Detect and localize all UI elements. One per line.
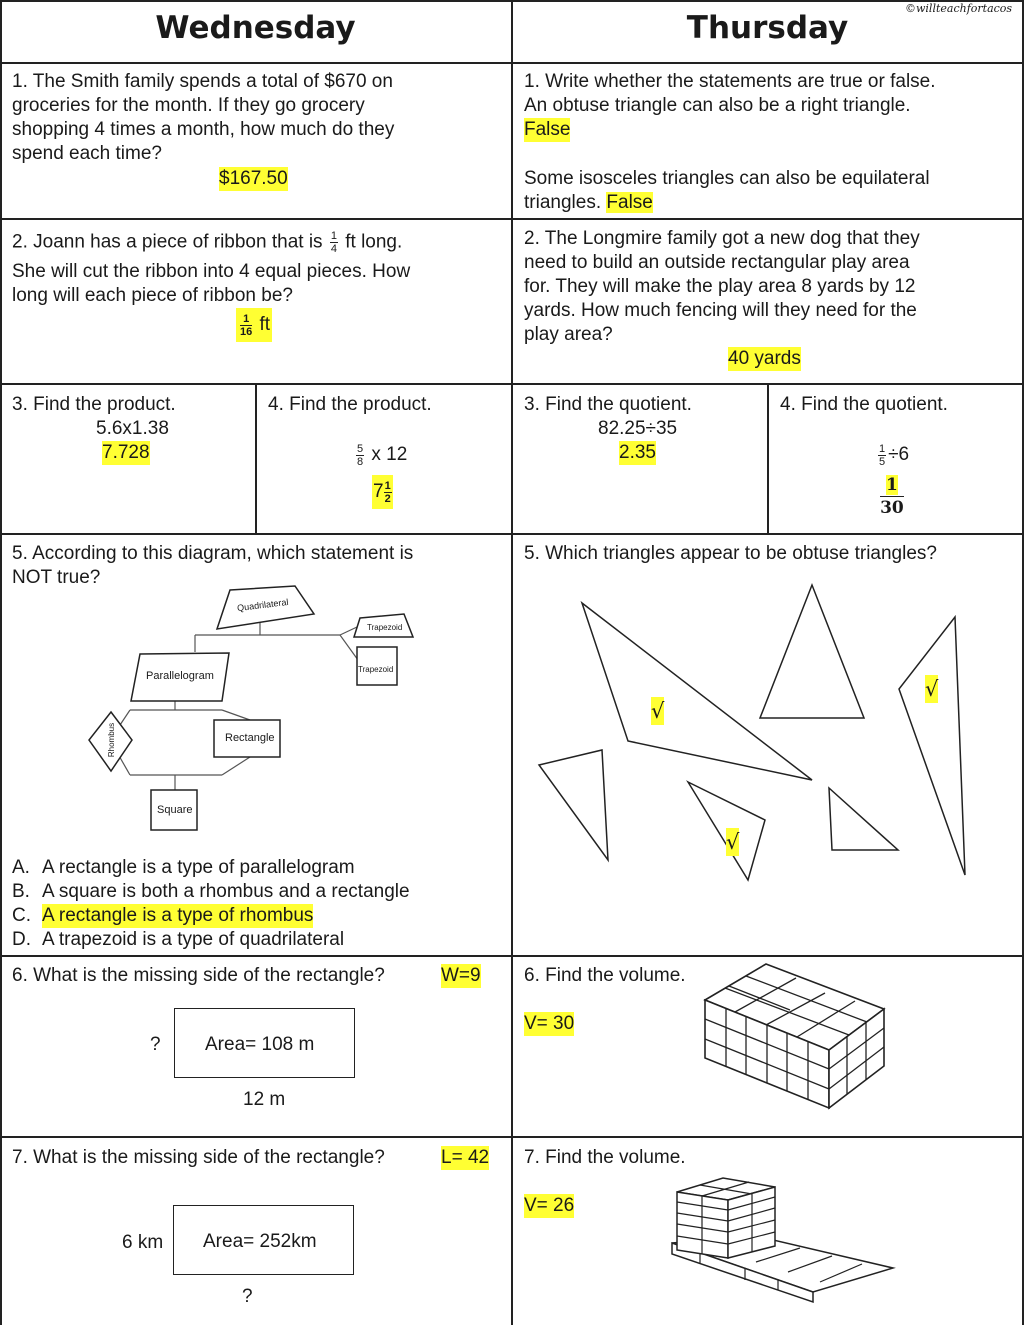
diagram-label-square: Square <box>157 804 193 816</box>
thu-q2-line: 2. The Longmire family got a new dog that they <box>524 228 920 249</box>
watermark: ©willteachfortacos <box>905 2 1013 15</box>
thu-q1-line4 <box>524 191 653 215</box>
wed-q2-fraction <box>330 230 338 255</box>
header-wednesday: Wednesday <box>155 10 356 46</box>
wed-q7-label: 7. What is the missing side of the rectangle? <box>12 1147 385 1168</box>
grid-row-line <box>0 1136 1024 1138</box>
thu-q1-answer2: False <box>606 192 653 213</box>
wed-q4-frac-den: 8 <box>357 455 364 468</box>
grid-row-line <box>0 218 1024 220</box>
check-mark: √ <box>925 677 939 701</box>
thu-q1-answer1: False <box>524 119 571 140</box>
thu-q2-line: play area? <box>524 324 613 345</box>
wed-q1-line: shopping 4 times a month, how much do they <box>12 119 395 140</box>
thu-q4-ans-num: 1 <box>886 475 898 495</box>
thu-q6-label: 6. Find the volume. <box>524 965 686 986</box>
thu-q2-line: yards. How much fencing will they need for the <box>524 300 917 321</box>
check-mark: √ <box>726 830 740 854</box>
wed-q5-option-letter: D. <box>12 929 31 950</box>
quadrilateral-diagram <box>0 535 511 835</box>
thu-q2-line: for. They will make the play area 8 yards by 12 <box>524 276 916 297</box>
wed-q5-option-c: A rectangle is a type of rhombus <box>42 905 314 926</box>
thu-q7-answer: V= 26 <box>524 1195 575 1216</box>
diagram-label-rhombus: Rhombus <box>107 722 116 758</box>
wed-q2-ans-unit: ft <box>259 314 271 335</box>
thu-q6-answer: V= 30 <box>524 1013 575 1034</box>
wed-q4-answer <box>372 475 393 509</box>
thu-q4-fraction <box>878 443 886 468</box>
diagram-label-quadrilateral: Quadrilateral <box>236 596 289 614</box>
wed-q7-answer: L= 42 <box>441 1147 490 1168</box>
diagram-label-parallelogram: Parallelogram <box>146 670 214 682</box>
wed-q4-label: 4. Find the product. <box>268 394 432 415</box>
wed-q5-option-letter: C. <box>12 905 31 926</box>
wed-q5-line: NOT true? <box>12 567 101 588</box>
wed-q2-ans-fraction <box>240 313 252 338</box>
thu-q4-ans-fraction <box>880 474 904 519</box>
thu-q4-frac-num: 1 <box>879 442 886 455</box>
wed-q1-line: 1. The Smith family spends a total of $670 on <box>12 71 393 92</box>
wed-q2-line1-pre: 2. Joann has a piece of ribbon that is <box>12 231 323 253</box>
grid-split-line <box>767 383 769 534</box>
wed-q5-option-d: A trapezoid is a type of quadrilateral <box>42 929 345 950</box>
wed-q5-option-b: A square is both a rhombus and a rectangle <box>42 881 410 902</box>
wed-q2-line1 <box>12 230 402 255</box>
wed-q4-ans-fraction <box>384 480 392 505</box>
wed-q2-answer <box>236 308 272 342</box>
wed-q6-side: ? <box>150 1034 161 1055</box>
thu-q2-line: need to build an outside rectangular play area <box>524 252 910 273</box>
wed-q2-ans-num: 1 <box>240 313 252 326</box>
thu-q1-line1: 1. Write whether the statements are true or false. <box>524 71 936 92</box>
grid-row-line <box>0 383 1024 385</box>
triangles-figure <box>513 575 1022 885</box>
thu-q4-ans-num-wrap <box>880 474 904 497</box>
wed-q2-line1-post: ft long. <box>345 231 403 253</box>
wed-q6-bottom: 12 m <box>243 1089 286 1110</box>
grid-row-line <box>0 955 1024 957</box>
wed-q2-ans-den: 16 <box>240 325 253 338</box>
wed-q2-line2: She will cut the ribbon into 4 equal pieces. How <box>12 261 411 282</box>
volume-prism-30 <box>700 960 890 1110</box>
wed-q5-line: 5. According to this diagram, which statement is <box>12 543 414 564</box>
thu-q1-line4-pre: triangles. <box>524 192 602 213</box>
thu-q4-expr-post: ÷6 <box>888 444 910 465</box>
thu-q4-frac-den: 5 <box>879 455 886 468</box>
thu-q2-answer: 40 yards <box>728 348 801 369</box>
diagram-label-trapezoid: Trapezoid <box>367 623 403 632</box>
header-thursday: Thursday <box>686 10 849 46</box>
thu-q3-answer: 2.35 <box>619 442 656 463</box>
wed-q2-frac-den: 4 <box>330 243 337 255</box>
wed-q7-area: Area= 252km <box>203 1231 317 1252</box>
wed-q5-option-a: A rectangle is a type of parallelogram <box>42 857 355 878</box>
thu-q5-label: 5. Which triangles appear to be obtuse triangles? <box>524 543 937 564</box>
thu-q3-label: 3. Find the quotient. <box>524 394 692 415</box>
grid-split-line <box>255 383 257 534</box>
wed-q7-bottom: ? <box>242 1286 253 1307</box>
wed-q4-expr-post: x 12 <box>371 444 408 465</box>
thu-q4-answer <box>880 474 904 520</box>
diagram-label-rectangle: Rectangle <box>225 732 275 744</box>
thu-q4-expr <box>876 440 909 470</box>
thu-q7-label: 7. Find the volume. <box>524 1147 686 1168</box>
wed-q3-answer: 7.728 <box>102 442 150 463</box>
thu-q3-expr: 82.25÷35 <box>598 418 678 439</box>
wed-q5-option-letter: A. <box>12 857 30 878</box>
diagram-label-trapezoid: Trapezoid <box>358 665 394 674</box>
thu-q4-label: 4. Find the quotient. <box>780 394 948 415</box>
wed-q3-label: 3. Find the product. <box>12 394 176 415</box>
wed-q4-ans-whole: 7 <box>373 481 384 502</box>
wed-q3-expr: 5.6x1.38 <box>96 418 169 439</box>
wed-q4-ans-num: 1 <box>384 479 391 492</box>
wed-q5-option-letter: B. <box>12 881 30 902</box>
wed-q1-line: groceries for the month. If they go grocery <box>12 95 365 116</box>
thu-q4-ans-den: 30 <box>880 498 904 518</box>
wed-q2-frac-num: 1 <box>330 230 337 242</box>
check-mark: √ <box>651 699 665 723</box>
thu-q1-line3: Some isosceles triangles can also be equilateral <box>524 168 930 189</box>
wed-q4-expr <box>354 440 407 470</box>
wed-q2-line3: long will each piece of ribbon be? <box>12 285 293 306</box>
wed-q7-side: 6 km <box>122 1232 164 1253</box>
grid-row-line <box>0 62 1024 64</box>
wed-q1-line: spend each time? <box>12 143 162 164</box>
wed-q6-area: Area= 108 m <box>205 1034 315 1055</box>
wed-q6-answer: W=9 <box>441 965 481 986</box>
wed-q4-fraction <box>356 443 364 468</box>
wed-q6-label: 6. What is the missing side of the rectangle? <box>12 965 385 986</box>
wed-q4-frac-num: 5 <box>357 442 364 455</box>
wed-q1-answer: $167.50 <box>219 168 288 189</box>
wed-q4-ans-den: 2 <box>384 492 391 505</box>
thu-q1-line2: An obtuse triangle can also be a right triangle. <box>524 95 911 116</box>
volume-prism-26 <box>660 1165 900 1305</box>
